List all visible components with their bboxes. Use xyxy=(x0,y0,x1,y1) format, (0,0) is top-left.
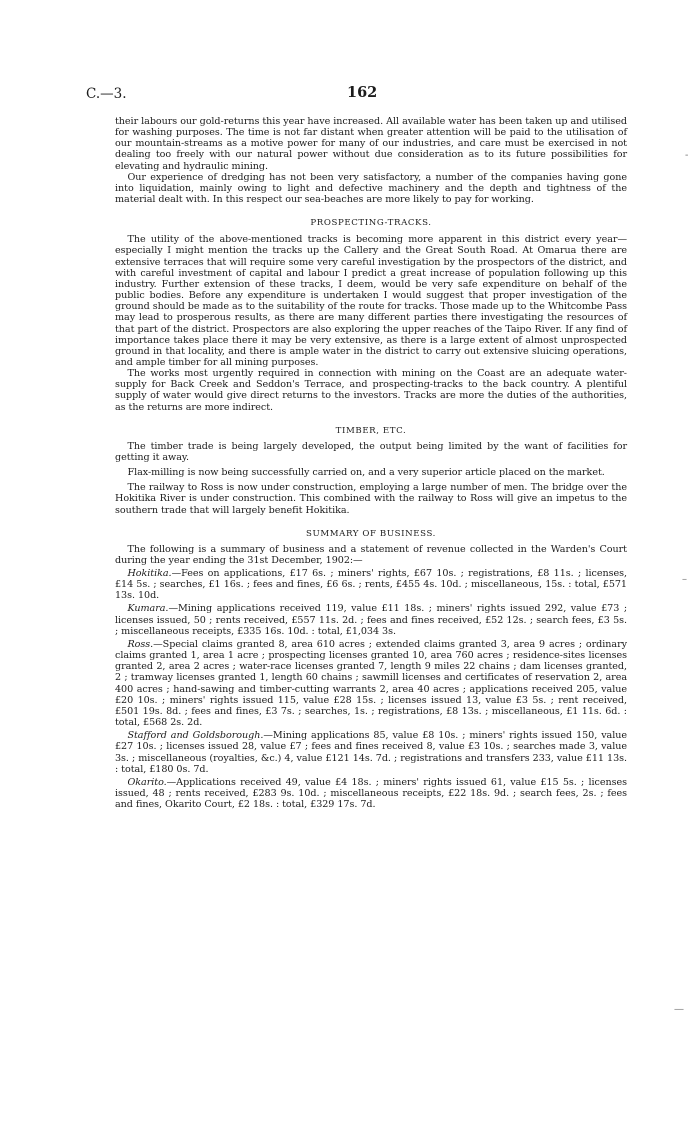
page-body xyxy=(115,116,627,810)
intro-paragraph-1: their labours our gold-returns this year have increased. All available water has been taken up and utilised for washing purposes. The time is not far distant when greater attention will be paid to the utilisation of our mountain-streams as a motive power for many of our industries, and care must be exercised in not dealing too freely with our natural power without due consideration as to its future possibilities for elevating and hydraulic mining. xyxy=(115,116,627,172)
summary-entry-ross xyxy=(115,639,627,728)
entry-place: Kumara. xyxy=(127,603,169,615)
summary-entry-hokitika xyxy=(115,568,627,601)
entry-text: —Applications received 49, value £4 18s. ; miners' rights issued 61, value £15 5s. ; licenses issued, 48 ; rents received, £283 9s. 10d. ; miscellaneous receipts, £22 18s. 9d. ; search fees, 2s. ; fees and fines, Okarito Court, £2 18s. : total, £329 17s. 7d. xyxy=(115,776,627,811)
summary-entry-okarito xyxy=(115,777,627,810)
section-heading-prospecting: PROSPECTING-TRACKS. xyxy=(310,218,432,229)
prospecting-paragraph-2: The works most urgently required in connection with mining on the Coast are an adequate water-supply for Back Creek and Seddon's Terrace, and prospecting-tracks to the back country. A plentiful supply of water would give direct returns to the investors. Tracks are more the duties of the authorities, as the returns are more indirect. xyxy=(115,368,627,413)
entry-place: Stafford and Goldsborough. xyxy=(127,730,264,742)
section-heading-timber: TIMBER, ETC. xyxy=(335,425,407,436)
summary-entry-stafford xyxy=(115,730,627,775)
entry-text: —Mining applications 85, value £8 10s. ; miners' rights issued 150, value £27 10s. ; licenses issued 28, value £7 ; fees and fines received 8, value £3 10s. ; searches made 3, value 3s. ; miscellaneous (royalties, &c.) 4, value £121 14s. 7d. ; registrations and transfers 233, value £11 13s. : total, £180 0s. 7d. xyxy=(115,730,628,775)
entry-place: Hokitika. xyxy=(127,568,172,579)
entry-text: —Special claims granted 8, area 610 acres ; extended claims granted 3, area 9 acres ; ordinary claims granted 1, area 1 acre ; prospecting licenses granted 10, area 760 acres ; residence-sites licenses granted 2, area 2 acres ; water-race licenses granted 7, length 9 miles 22 chains ; dam licenses granted, 2 ; tramway licenses granted 1, length 60 chains ; sawmill licenses and certificates of reservation 2, area 400 acres ; hand-sawing and timber-cutting warrants 2, area 40 acres ; applications received 205, value £20 10s. ; miners' rights issued 115, value £28 15s. ; licenses issued 13, value £3 5s. ; rent received, £501 19s. 8d. ; fees and fines, £3 7s. ; searches, 1s. ; registrations, £8 13s. ; miscellaneous, £1 11s. 6d. : total, £568 2s. 2d. xyxy=(115,638,627,729)
summary-entry-kumara xyxy=(115,603,627,636)
summary-intro: The following is a summary of business and a statement of revenue collected in the Warden's Court during the year ending the 31st December, 1902:— xyxy=(115,543,627,566)
timber-paragraph-1: The timber trade is being largely developed, the output being limited by the want of facilities for getting it away. xyxy=(115,440,627,463)
page-number: 162 xyxy=(347,84,378,101)
margin-mark-3: — xyxy=(674,1004,684,1015)
section-heading-summary: SUMMARY OF BUSINESS. xyxy=(306,528,436,539)
timber-paragraph-2: Flax-milling is now being successfully carried on, and a very superior article placed on the market. xyxy=(127,467,605,479)
entry-text: —Mining applications received 119, value £11 18s. ; miners' rights issued 292, value £73 ; licenses issued, 50 ; rents received, £557 11s. 2d. ; fees and fines received, £52 12s. ; search fees, £3 5s. ; miscellaneous receipts, £335 16s. 10d. : total, £1,034 3s. xyxy=(115,603,627,637)
prospecting-paragraph-1: The utility of the above-mentioned tracks is becoming more apparent in this district every year—especially I might mention the tracks up the Callery and the Great South Road. At Omarua there are extensive terraces that will require some very careful investigation by the prospectors of the district, and with careful investment of capital and labour I predict a great increase of population following up this industry. Further extension of these tracks, I deem, would be very safe expenditure on behalf of the public bodies. Before any expenditure is undertaken I would suggest that proper investigation of the ground should be made as to the suitability of the route for tracks. Those made up to the Whitcombe Pass may lead to prosperous results, as there are many different parties there investigating the resources of that part of the district. Prospectors are also exploring the upper reaches of the Taipo River. If any find of importance takes place there it may be very extensive, as there is a large extent of almost unprospected ground in that locality, and there is ample water in the district to carry out extensive sluicing operations, and ample timber for all mining purposes. xyxy=(115,234,627,368)
intro-paragraph-2: Our experience of dredging has not been very satisfactory, a number of the companies having gone into liquidation, mainly owing to light and defective machinery and the depth and tightness of the material dealt with. In this respect our sea-beaches are more likely to pay for working. xyxy=(115,171,627,206)
document-code: C.—3. xyxy=(86,86,127,102)
entry-place: Okarito. xyxy=(127,776,167,788)
timber-paragraph-3: The railway to Ross is now under construction, employing a large number of men. The bridge over the Hokitika River is under construction. This combined with the railway to Ross will give an impetus to the southern trade that will largely benefit Hokitika. xyxy=(115,482,627,516)
entry-text: —Fees on applications, £17 6s. ; miners' rights, £67 10s. ; registrations, £8 11s. ; licenses, £14 5s. ; searches, £1 16s. ; fees and fines, £6 6s. ; rents, £455 4s. 10d. ; miscellaneous, 15s. : total, £571 13s. 10d. xyxy=(115,568,627,602)
entry-place: Ross. xyxy=(127,638,154,650)
margin-mark-2: – xyxy=(682,574,687,585)
page-header xyxy=(0,86,700,108)
margin-mark-1: - xyxy=(685,150,689,161)
